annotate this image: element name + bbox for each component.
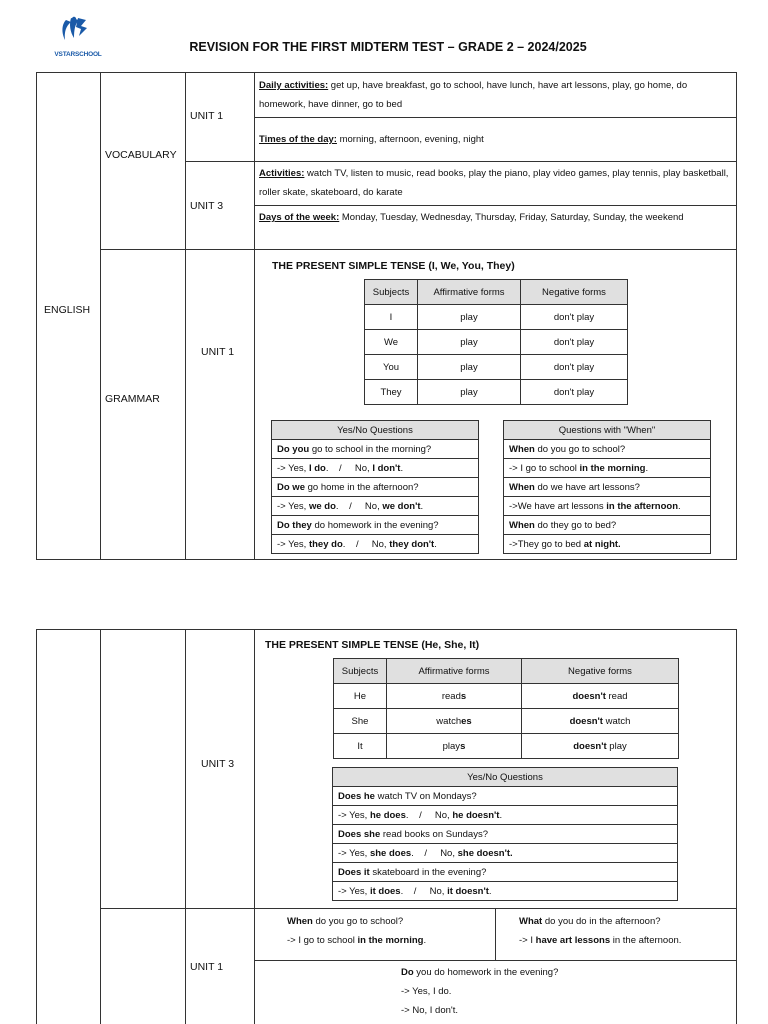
what-question-cell: What do you do in the afternoon? -> I have art lessons in the afternoon.	[519, 916, 682, 946]
activities-cell: Activities: watch TV, listen to music, read books, play the piano, play video games, play tennis, play basketball, roller skate, skateboard, do karate	[259, 168, 729, 198]
yes-no-questions-table	[332, 767, 678, 901]
column-header: Questions with "When"	[504, 421, 711, 440]
column-header: Negative forms	[522, 659, 679, 684]
grammar-label: GRAMMAR	[105, 393, 160, 405]
logo-emblem-icon	[52, 14, 104, 50]
yes-no-questions-table	[271, 420, 479, 554]
unit-label: UNIT 3	[190, 200, 224, 212]
times-of-day-cell: Times of the day: morning, afternoon, evening, night	[259, 134, 484, 145]
question-row: Do they do homework in the evening?	[272, 516, 479, 535]
grammar-title: THE PRESENT SIMPLE TENSE (I, We, You, They)	[272, 260, 515, 272]
daily-activities-cell: Daily activities: get up, have breakfast, go to school, have lunch, have art lessons, play, go home, do homework, have dinner, go to bed	[259, 80, 688, 110]
answer-row: -> I go to school in the morning.	[504, 459, 711, 478]
unit-label: UNIT 1	[201, 346, 235, 358]
column-header: Yes/No Questions	[333, 768, 678, 787]
column-header: Subjects	[365, 280, 418, 305]
days-of-week-cell: Days of the week: Monday, Tuesday, Wednesday, Thursday, Friday, Saturday, Sunday, the weekend	[259, 212, 684, 223]
do-question-cell: Do you do homework in the evening? -> Yes, I do. -> No, I don't.	[401, 967, 559, 1016]
answer-row: -> Yes, it does. / No, it doesn't.	[333, 882, 678, 901]
unit-label: UNIT 1	[190, 961, 224, 973]
unit-label: UNIT 1	[190, 110, 224, 122]
question-row: Do you go to school in the morning?	[272, 440, 479, 459]
question-row: Do we go home in the afternoon?	[272, 478, 479, 497]
answer-row: -> Yes, I do. / No, I don't.	[272, 459, 479, 478]
unit-label: UNIT 3	[201, 758, 235, 770]
when-question-cell: When do you go to school? -> I go to school in the morning.	[287, 916, 427, 946]
school-logo	[52, 14, 104, 62]
question-row: Does it skateboard in the evening?	[333, 863, 678, 882]
answer-row: -> Yes, they do. / No, they don't.	[272, 535, 479, 554]
table-row: I play don't play	[365, 305, 628, 330]
question-row: When do they go to bed?	[504, 516, 711, 535]
answer-row: ->We have art lessons in the afternoon.	[504, 497, 711, 516]
column-header: Negative forms	[521, 280, 628, 305]
question-row: When do we have art lessons?	[504, 478, 711, 497]
answer-row: -> Yes, we do. / No, we don't.	[272, 497, 479, 516]
column-header: Affirmative forms	[418, 280, 521, 305]
subject-label: ENGLISH	[44, 304, 91, 316]
table-row: He reads doesn't read	[334, 684, 679, 709]
when-questions-table	[503, 420, 711, 554]
forms-table	[333, 658, 679, 759]
table-row: She watches doesn't watch	[334, 709, 679, 734]
column-header: Subjects	[334, 659, 387, 684]
vocabulary-label: VOCABULARY	[105, 149, 177, 161]
table-row: We play don't play	[365, 330, 628, 355]
answer-row: ->They go to bed at night.	[504, 535, 711, 554]
table-row: You play don't play	[365, 355, 628, 380]
logo-text: VSTARSCHOOL	[54, 51, 102, 58]
table-row: They play don't play	[365, 380, 628, 405]
column-header: Yes/No Questions	[272, 421, 479, 440]
question-row: Does he watch TV on Mondays?	[333, 787, 678, 806]
answer-row: -> Yes, she does. / No, she doesn't.	[333, 844, 678, 863]
question-row: Does she read books on Sundays?	[333, 825, 678, 844]
grammar-title: THE PRESENT SIMPLE TENSE (He, She, It)	[265, 639, 480, 651]
table-row: It plays doesn't play	[334, 734, 679, 759]
page-title: REVISION FOR THE FIRST MIDTERM TEST – GRADE 2 – 2024/2025	[189, 40, 587, 54]
question-row: When do you go to school?	[504, 440, 711, 459]
answer-row: -> Yes, he does. / No, he doesn't.	[333, 806, 678, 825]
forms-table	[364, 279, 628, 405]
column-header: Affirmative forms	[387, 659, 522, 684]
